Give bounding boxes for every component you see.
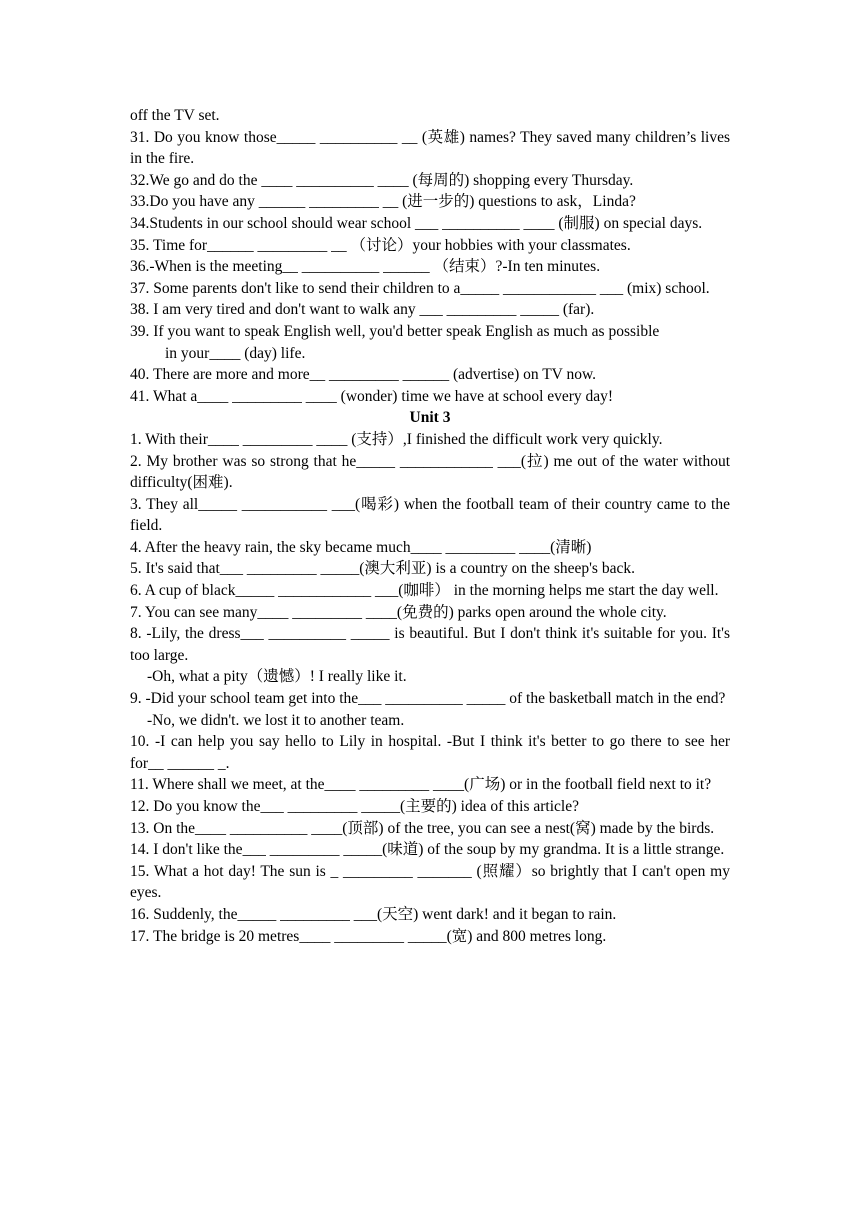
unit3-question-4: 4. After the heavy rain, the sky became much____ _________ ____(清晰) [130, 538, 592, 556]
unit3-question-13: 13. On the____ __________ ____(顶部) of the tree, you can see a nest(窝) made by the birds. [130, 819, 715, 837]
unit3-question-15: 15. What a hot day! The sun is _ _________ _______ (照耀）so brightly that I can't open my eyes. [130, 862, 730, 902]
unit3-question-2: 2. My brother was so strong that he_____ ____________ ___(拉) me out of the water without difficulty(困难). [130, 452, 730, 492]
unit3-question-3: 3. They all_____ ___________ ___(喝彩) when the football team of their country came to the field. [130, 495, 730, 535]
unit3-question-1: 1. With their____ _________ ____ (支持）,I finished the difficult work very quickly. [130, 430, 663, 448]
worksheet-page [130, 105, 730, 947]
question-36: 36.-When is the meeting__ __________ ______ （结束）?-In ten minutes. [130, 258, 601, 276]
unit3-question-5: 5. It's said that___ _________ _____(澳大利亚) is a country on the sheep's back. [130, 560, 635, 578]
question-37: 37. Some parents don't like to send their children to a_____ ____________ ___ (mix) school. [130, 279, 710, 297]
unit3-question-8-reply: -Oh, what a pity（遗憾）! I really like it. [147, 668, 407, 686]
unit-heading: Unit 3 [409, 409, 451, 427]
question-39: 39. If you want to speak English well, you'd better speak English as much as possible [130, 322, 660, 340]
unit3-question-6: 6. A cup of black_____ ____________ ___(咖啡） in the morning helps me start the day well. [130, 582, 719, 600]
unit3-question-7: 7. You can see many____ _________ ____(免费的) parks open around the whole city. [130, 603, 667, 621]
question-32: 32.We go and do the ____ __________ ____ (每周的) shopping every Thursday. [130, 171, 634, 189]
question-38: 38. I am very tired and don't want to walk any ___ _________ _____ (far). [130, 301, 595, 319]
question-40: 40. There are more and more__ _________ ______ (advertise) on TV now. [130, 366, 597, 384]
unit3-question-10: 10. -I can help you say hello to Lily in hospital. -But I think it's better to go there to see her for__ ______ _. [130, 733, 730, 772]
unit3-question-9: 9. -Did your school team get into the___ __________ _____ of the basketball match in the end? [130, 690, 726, 708]
question-33: 33.Do you have any ______ _________ __ (进一步的) questions to ask，Linda? [130, 193, 636, 211]
question-31: 31. Do you know those_____ __________ __ (英雄) names? They saved many children’s lives in the fire. [130, 128, 730, 168]
unit3-question-8: 8. -Lily, the dress___ __________ _____ is beautiful. But I don't think it's suitable for you. It's too large. [130, 625, 730, 664]
question-39-continued: in your____ (day) life. [165, 344, 306, 362]
question-41: 41. What a____ _________ ____ (wonder) time we have at school every day! [130, 387, 614, 405]
unit3-question-17: 17. The bridge is 20 metres____ _________ _____(宽) and 800 metres long. [130, 927, 607, 945]
line-0: off the TV set. [130, 107, 220, 124]
unit3-question-9-reply: -No, we didn't. we lost it to another team. [147, 711, 405, 729]
unit3-question-12: 12. Do you know the___ _________ _____(主要的) idea of this article? [130, 798, 579, 815]
unit3-question-16: 16. Suddenly, the_____ _________ ___(天空) went dark! and it began to rain. [130, 905, 617, 923]
unit3-question-14: 14. I don't like the___ _________ _____(味道) of the soup by my grandma. It is a little strange. [130, 841, 725, 859]
question-35: 35. Time for______ _________ __ （讨论）your hobbies with your classmates. [130, 236, 631, 254]
unit3-question-11: 11. Where shall we meet, at the____ _________ ____(广场) or in the football field next to it? [130, 776, 712, 794]
question-34: 34.Students in our school should wear school ___ __________ ____ (制服) on special days. [130, 214, 703, 232]
